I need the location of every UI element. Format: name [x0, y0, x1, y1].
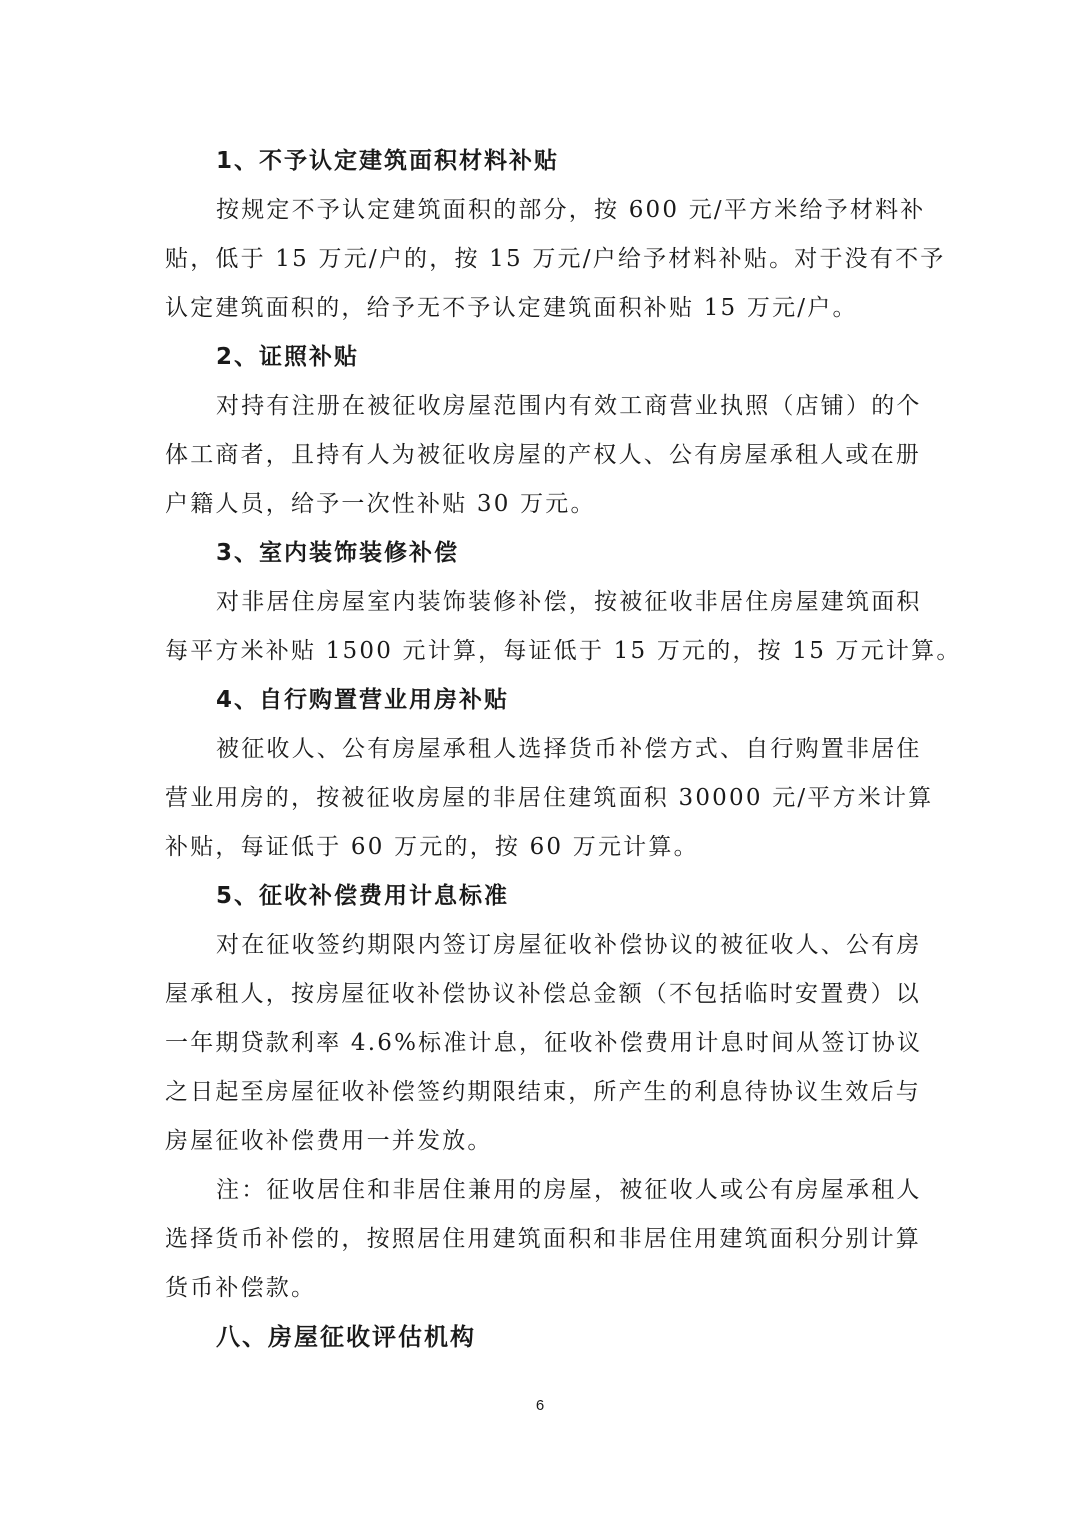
section-heading-license-subsidy: 2、证照补贴 [216, 344, 360, 370]
paragraph-line: 房屋征收补偿费用一并发放。 [165, 1128, 493, 1154]
paragraph-line: 补贴，每证低于 60 万元的，按 60 万元计算。 [165, 834, 699, 860]
paragraph-line: 被征收人、公有房屋承租人选择货币补偿方式、自行购置非居住 [216, 736, 922, 762]
note-line: 选择货币补偿的，按照居住用建筑面积和非居住用建筑面积分别计算 [165, 1226, 921, 1252]
section-heading-interest-standard: 5、征收补偿费用计息标准 [216, 883, 510, 909]
section-heading-purchase-subsidy: 4、自行购置营业用房补贴 [216, 687, 510, 713]
paragraph-line: 认定建筑面积的，给予无不予认定建筑面积补贴 15 万元/户。 [165, 295, 858, 321]
paragraph-line: 每平方米补贴 1500 元计算，每证低于 15 万元的，按 15 万元计算。 [165, 638, 962, 664]
paragraph-line: 对持有注册在被征收房屋范围内有效工商营业执照（店铺）的个 [216, 393, 922, 419]
paragraph-line: 对在征收签约期限内签订房屋征收补偿协议的被征收人、公有房 [216, 932, 922, 958]
note-line: 注：征收居住和非居住兼用的房屋，被征收人或公有房屋承租人 [216, 1177, 922, 1203]
paragraph-line: 屋承租人，按房屋征收补偿协议补偿总金额（不包括临时安置费）以 [165, 981, 921, 1007]
paragraph-line: 一年期贷款利率 4.6%标准计息，征收补偿费用计息时间从签订协议 [165, 1030, 923, 1056]
section-heading-material-subsidy: 1、不予认定建筑面积材料补贴 [216, 148, 560, 174]
paragraph-line: 贴，低于 15 万元/户的，按 15 万元/户给予材料补贴。对于没有不予 [165, 246, 946, 272]
paragraph-line: 之日起至房屋征收补偿签约期限结束，所产生的利息待协议生效后与 [165, 1079, 921, 1105]
paragraph-line: 营业用房的，按被征收房屋的非居住建筑面积 30000 元/平方米计算 [165, 785, 934, 811]
chapter-heading-assessment-agency: 八、房屋征收评估机构 [216, 1323, 476, 1351]
paragraph-line: 户籍人员，给予一次性补贴 30 万元。 [165, 491, 596, 517]
paragraph-line: 体工商者，且持有人为被征收房屋的产权人、公有房屋承租人或在册 [165, 442, 921, 468]
note-line: 货币补偿款。 [165, 1275, 317, 1301]
section-heading-decoration-compensation: 3、室内装饰装修补偿 [216, 540, 460, 566]
paragraph-line: 对非居住房屋室内装饰装修补偿，按被征收非居住房屋建筑面积 [216, 589, 922, 615]
page-number: 6 [535, 1397, 545, 1414]
paragraph-line: 按规定不予认定建筑面积的部分，按 600 元/平方米给予材料补 [216, 197, 926, 223]
